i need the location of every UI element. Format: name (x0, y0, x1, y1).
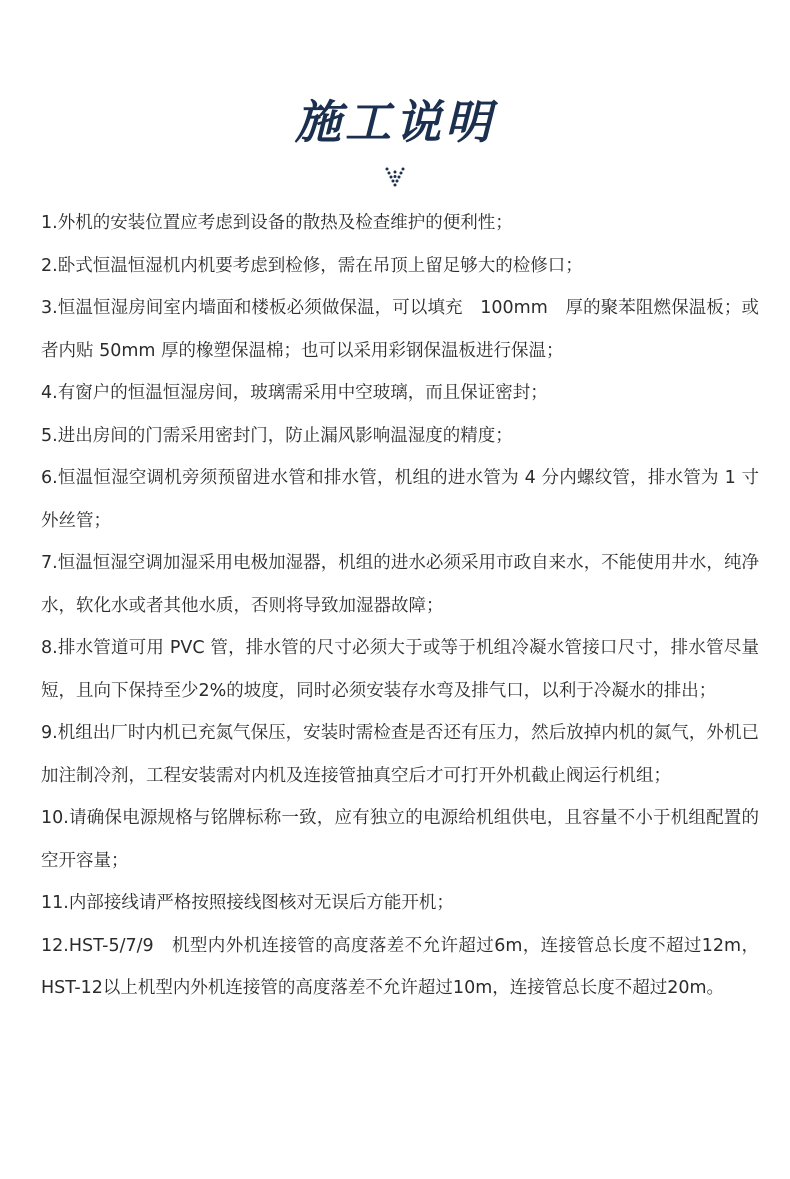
construction-notes-list (41, 202, 759, 1010)
note-item: 11.内部接线请严格按照接线图核对无误后方能开机； (41, 893, 454, 913)
page-title: 施工说明 (295, 95, 495, 149)
note-item: 12.HST-5/7/9 机型内外机连接管的高度落差不允许超过6m，连接管总长度不超过12m，HST-12以上机型内外机连接管的高度落差不允许超过10m，连接管总长度不超过20m。 (41, 935, 759, 998)
chevron-dots-down-icon (384, 166, 406, 188)
note-item: 2.卧式恒温恒湿机内机要考虑到检修，需在吊顶上留足够大的检修口； (41, 255, 583, 276)
note-item: 8.排水管道可用 PVC 管，排水管的尺寸必须大于或等于机组冷凝水管接口尺寸，排水管尽量短，且向下保持至少2%的坡度，同时必须安装存水弯及排气口，以利于冷凝水的排出； (41, 638, 759, 701)
note-item: 1.外机的安装位置应考虑到设备的散热及检查维护的便利性； (41, 213, 513, 233)
note-item: 5.进出房间的门需采用密封门，防止漏风影响温湿度的精度； (41, 425, 513, 446)
note-item: 6.恒温恒湿空调机旁须预留进水管和排水管，机组的进水管为 4 分内螺纹管，排水管为 1 寸外丝管； (41, 468, 759, 531)
note-item: 3.恒温恒湿房间室内墙面和楼板必须做保温，可以填充 100mm 厚的聚苯阻燃保温板；或者内贴 50mm 厚的橡塑保温棉；也可以采用彩钢保温板进行保温； (41, 298, 759, 361)
note-item: 10.请确保电源规格与铭牌标称一致，应有独立的电源给机组供电，且容量不小于机组配置的空开容量； (41, 808, 759, 871)
note-item: 9.机组出厂时内机已充氮气保压，安装时需检查是否还有压力，然后放掉内机的氮气，外机已加注制冷剂，工程安装需对内机及连接管抽真空后才可打开外机截止阀运行机组； (41, 723, 759, 786)
note-item: 7.恒温恒湿空调加湿采用电极加湿器，机组的进水必须采用市政自来水，不能使用井水，纯净水，软化水或者其他水质，否则将导致加湿器故障； (41, 553, 759, 616)
note-item: 4.有窗户的恒温恒湿房间，玻璃需采用中空玻璃，而且保证密封； (41, 383, 548, 403)
